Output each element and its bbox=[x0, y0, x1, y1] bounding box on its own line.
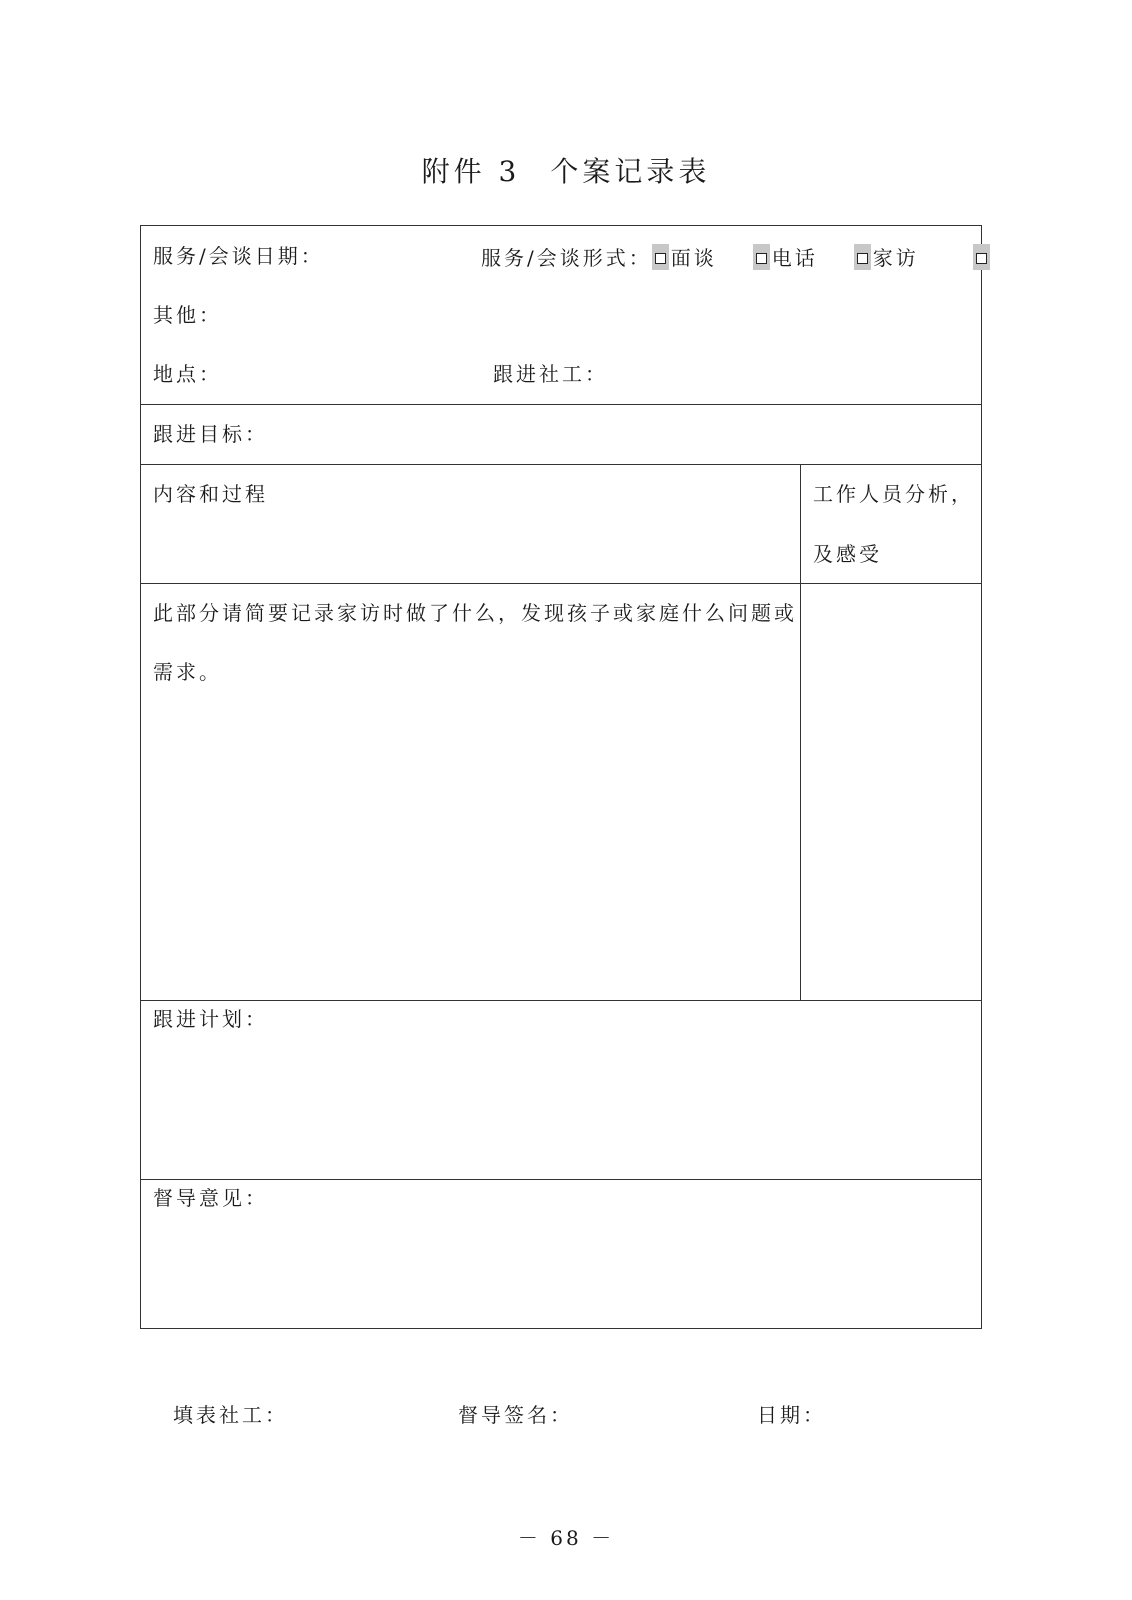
content-hint-line1: 此部分请简要记录家访时做了什么，发现孩子或家庭什么问题或 bbox=[153, 601, 797, 625]
service-form-label: 服务/会谈形式： bbox=[481, 246, 652, 270]
supervisor-sign-label: 督导签名： bbox=[458, 1403, 573, 1427]
column-divider bbox=[800, 464, 801, 1000]
plan-label: 跟进计划： bbox=[153, 1007, 268, 1031]
checkbox-face-to-face[interactable] bbox=[652, 244, 669, 270]
divider bbox=[141, 1000, 981, 1001]
divider bbox=[141, 464, 981, 465]
filler-label: 填表社工： bbox=[173, 1403, 288, 1427]
option-phone: 电话 bbox=[771, 246, 818, 270]
supervisor-opinion-label: 督导意见： bbox=[153, 1186, 268, 1210]
goal-label: 跟进目标： bbox=[153, 422, 268, 446]
title-prefix: 附件 3 bbox=[421, 155, 521, 188]
page-title bbox=[0, 150, 1132, 190]
analysis-header-line2: 及感受 bbox=[813, 542, 882, 566]
divider bbox=[141, 583, 981, 584]
content-hint-line2: 需求。 bbox=[153, 660, 222, 684]
option-face-to-face: 面谈 bbox=[670, 246, 717, 270]
option-home-visit: 家访 bbox=[872, 246, 919, 270]
content-header: 内容和过程 bbox=[153, 482, 268, 506]
checkbox-home-visit[interactable] bbox=[854, 244, 871, 270]
title-main: 个案记录表 bbox=[550, 155, 711, 188]
divider bbox=[141, 404, 981, 405]
date-label: 日期： bbox=[757, 1403, 826, 1427]
divider bbox=[141, 1179, 981, 1180]
analysis-header-line1: 工作人员分析， bbox=[813, 482, 974, 506]
service-form-group bbox=[481, 244, 992, 270]
service-date-label: 服务/会谈日期： bbox=[153, 244, 324, 268]
case-record-form bbox=[140, 225, 982, 1329]
social-worker-label: 跟进社工： bbox=[493, 362, 608, 386]
checkbox-phone[interactable] bbox=[753, 244, 770, 270]
location-label: 地点： bbox=[153, 362, 222, 386]
checkbox-other[interactable] bbox=[973, 244, 990, 270]
other-label: 其他： bbox=[153, 303, 222, 327]
page-number: － 68 － bbox=[517, 1526, 615, 1550]
